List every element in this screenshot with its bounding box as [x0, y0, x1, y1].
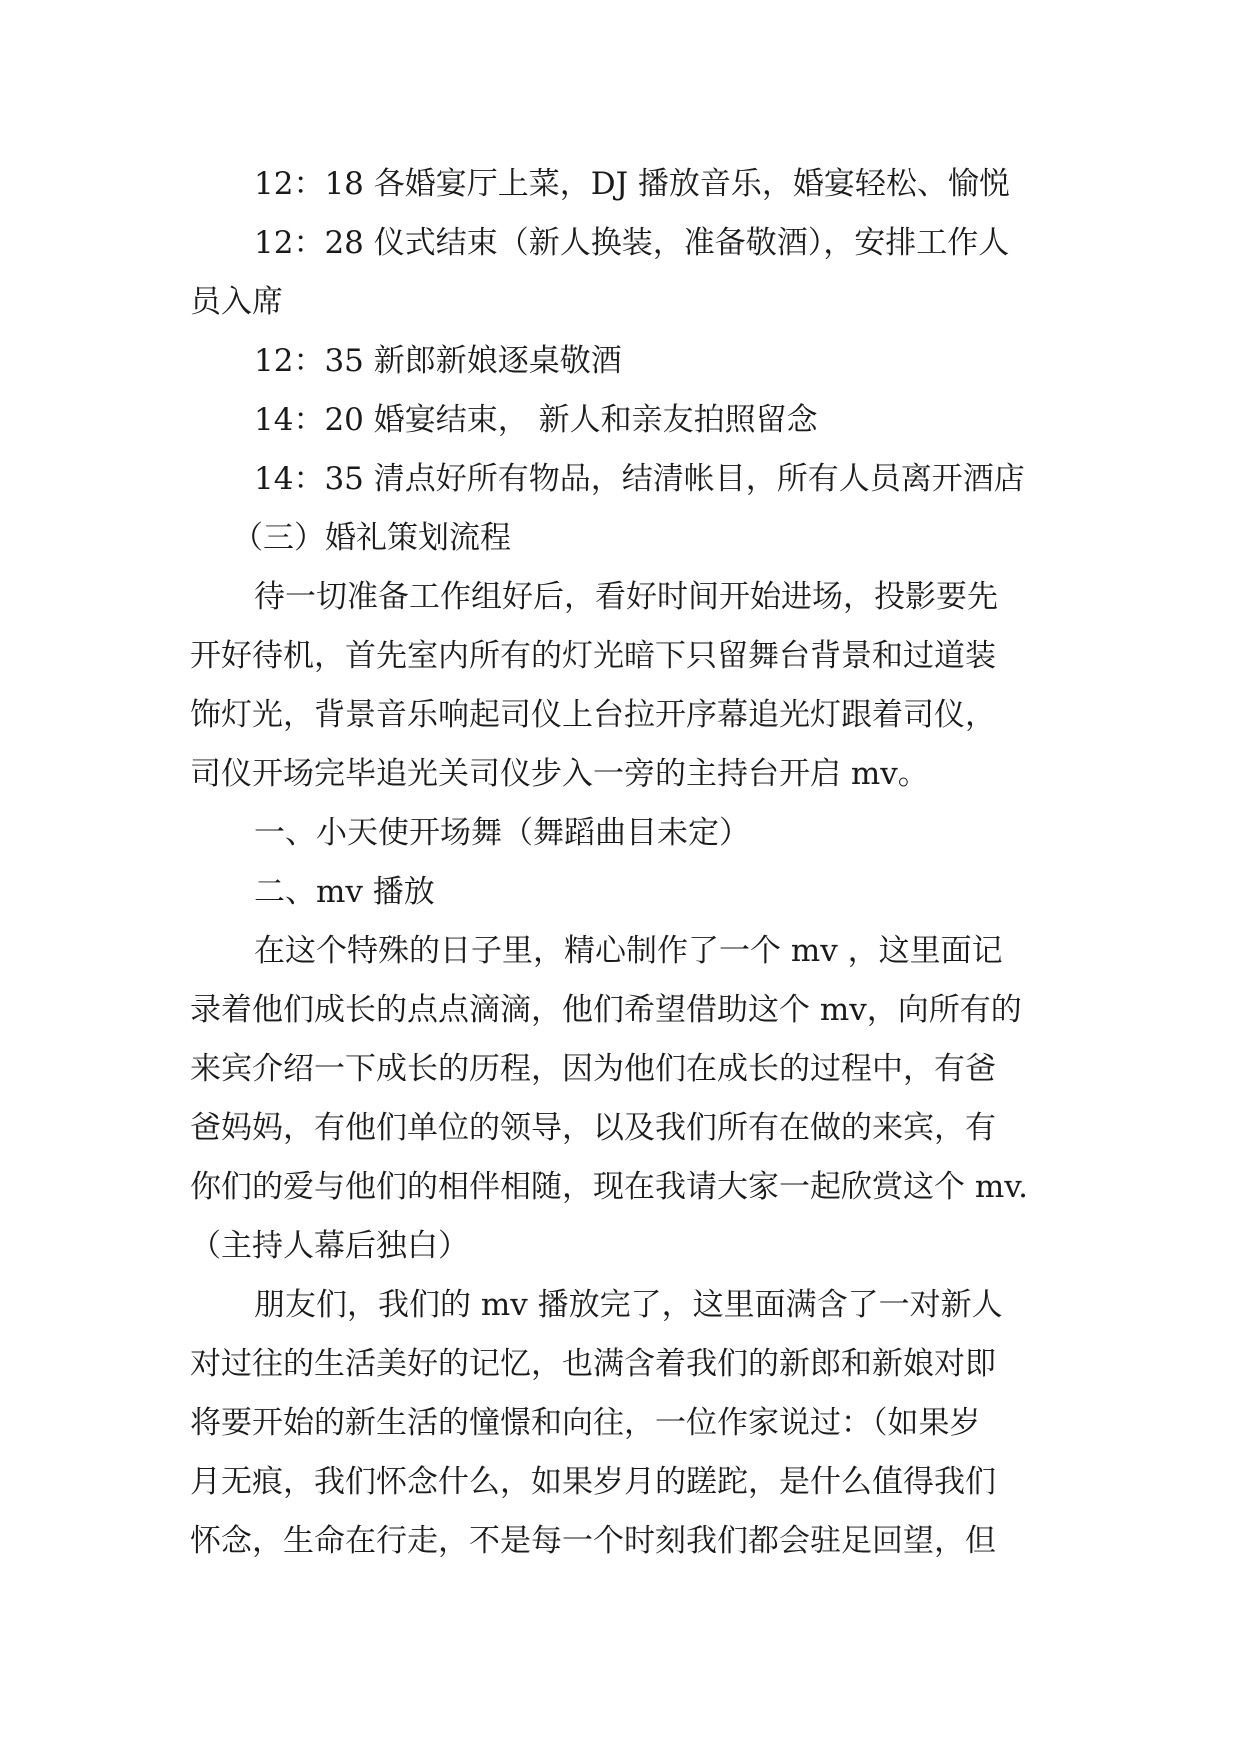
paragraph-line: 在这个特殊的日子里，精心制作了一个 mv ，这里面记	[254, 933, 1003, 969]
paragraph-line: 开好待机，首先室内所有的灯光暗下只留舞台背景和过道装	[190, 638, 996, 674]
list-item: 二、mv 播放	[254, 874, 435, 910]
list-item: 一、小天使开场舞（舞蹈曲目未定）	[254, 815, 750, 851]
paragraph-line: 饰灯光，背景音乐响起司仪上台拉开序幕追光灯跟着司仪，	[190, 697, 996, 733]
schedule-line-1218: 12：18 各婚宴厅上菜，DJ 播放音乐，婚宴轻松、愉悦	[254, 166, 1010, 202]
paragraph-line: 怀念，生命在行走，不是每一个时刻我们都会驻足回望，但	[190, 1523, 996, 1559]
schedule-line-1228-continued: 员入席	[190, 284, 283, 320]
paragraph-line: 将要开始的新生活的憧憬和向往，一位作家说过：（如果岁	[190, 1405, 981, 1441]
paragraph-line: 录着他们成长的点点滴滴，他们希望借助这个 mv，向所有的	[190, 992, 1022, 1028]
schedule-line-1420: 14：20 婚宴结束， 新人和亲友拍照留念	[254, 402, 818, 438]
schedule-line-1228: 12：28 仪式结束（新人换装，准备敬酒），安排工作人	[254, 225, 1010, 261]
schedule-line-1435: 14：35 清点好所有物品，结清帐目，所有人员离开酒店	[254, 461, 1025, 497]
paragraph-line: （主持人幕后独白）	[190, 1228, 469, 1264]
paragraph-line: 爸妈妈，有他们单位的领导，以及我们所有在做的来宾，有	[190, 1110, 996, 1146]
paragraph-line: 你们的爱与他们的相伴相随，现在我请大家一起欣赏这个 mv.	[190, 1169, 1028, 1205]
schedule-line-1235: 12：35 新郎新娘逐桌敬酒	[254, 343, 622, 379]
paragraph-line: 月无痕，我们怀念什么，如果岁月的蹉跎，是什么值得我们	[190, 1464, 996, 1500]
paragraph-line: 朋友们，我们的 mv 播放完了，这里面满含了一对新人	[254, 1287, 1003, 1323]
paragraph-line: 待一切准备工作组好后，看好时间开始进场，投影要先	[254, 579, 998, 615]
section-heading: （三）婚礼策划流程	[232, 520, 511, 556]
paragraph-line: 司仪开场完毕追光关司仪步入一旁的主持台开启 mv。	[190, 756, 929, 792]
paragraph-line: 来宾介绍一下成长的历程，因为他们在成长的过程中，有爸	[190, 1051, 996, 1087]
paragraph-line: 对过往的生活美好的记忆，也满含着我们的新郎和新娘对即	[190, 1346, 996, 1382]
document-body	[190, 155, 1050, 1571]
